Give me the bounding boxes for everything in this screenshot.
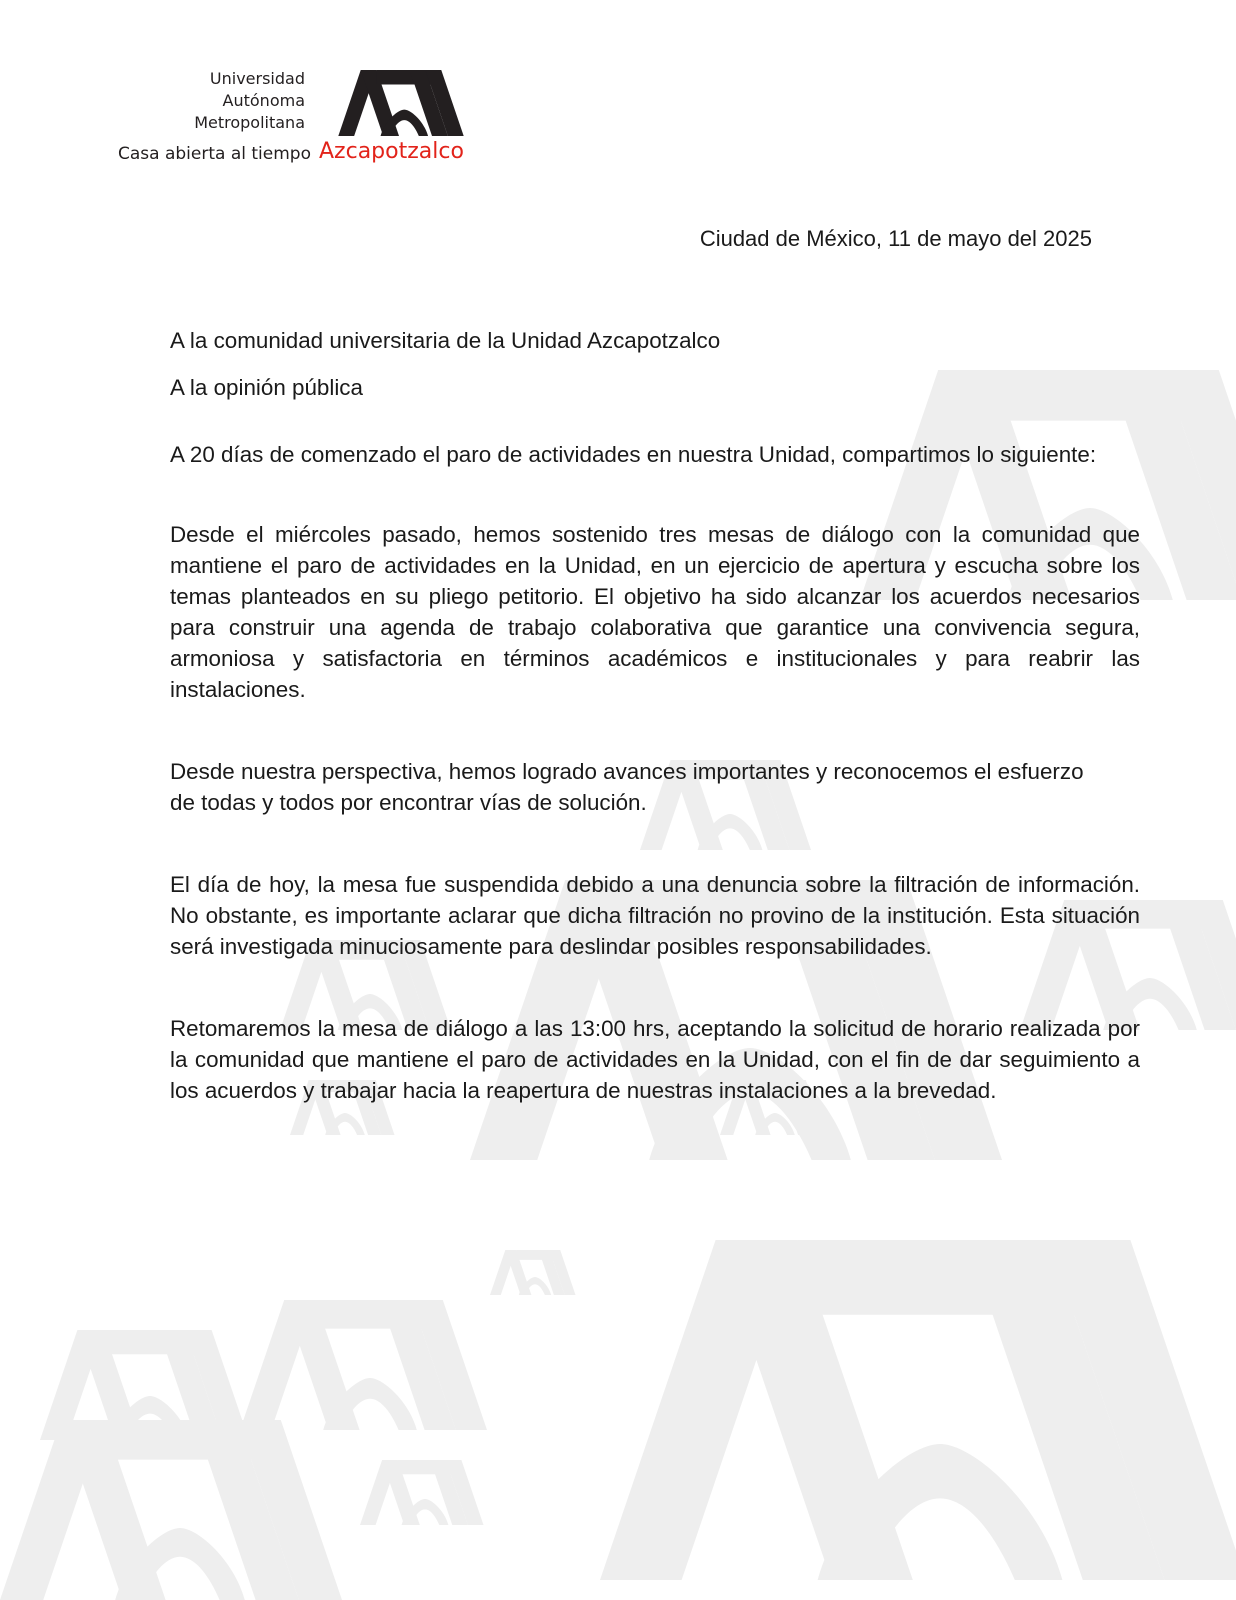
paragraph: Desde nuestra perspectiva, hemos logrado avances importantes y reconocemos el esfuerzo de todas y todos por encontrar vías de solución. bbox=[170, 759, 1084, 815]
university-line-1: Universidad bbox=[209, 69, 305, 88]
uam-logo-icon bbox=[330, 70, 472, 136]
paragraph: Retomaremos la mesa de diálogo a las 13:00 hrs, aceptando la solicitud de horario realizada por la comunidad que mantiene el paro de actividades en la Unidad, con el fin de dar seguimiento a los acuerdos y trabajar hacia la reapertura de nuestras instalaciones a la brevedad. bbox=[170, 1016, 1140, 1103]
university-name bbox=[194, 68, 305, 134]
letter-body bbox=[170, 325, 1140, 1106]
recipient-line: A la comunidad universitaria de la Unidad Azcapotzalco bbox=[170, 328, 721, 353]
campus-name: Azcapotzalco bbox=[319, 139, 464, 164]
letter-date: Ciudad de México, 11 de mayo del 2025 bbox=[699, 226, 1092, 251]
letterhead bbox=[100, 64, 480, 174]
university-motto: Casa abierta al tiempo bbox=[118, 144, 311, 164]
paragraph: A 20 días de comenzado el paro de actividades en nuestra Unidad, compartimos lo siguiente: bbox=[170, 442, 1097, 467]
paragraph: El día de hoy, la mesa fue suspendida debido a una denuncia sobre la filtración de información. No obstante, es importante aclarar que dicha filtración no provino de la institución. Esta situación será investigada minuciosamente para deslindar posibles responsabilidades. bbox=[170, 872, 1140, 959]
paragraph: Desde el miércoles pasado, hemos sostenido tres mesas de diálogo con la comunidad que mantiene el paro de actividades en la Unidad, en un ejercicio de apertura y escucha sobre los temas planteados en su pliego petitorio. El objetivo ha sido alcanzar los acuerdos necesarios para construir una agenda de trabajo colaborativa que garantice una convivencia segura, armoniosa y satisfactoria en términos académicos e institucionales y para reabrir las instalaciones. bbox=[170, 522, 1140, 702]
recipient-line: A la opinión pública bbox=[170, 375, 363, 400]
university-line-3: Metropolitana bbox=[194, 113, 305, 132]
university-line-2: Autónoma bbox=[222, 91, 305, 110]
